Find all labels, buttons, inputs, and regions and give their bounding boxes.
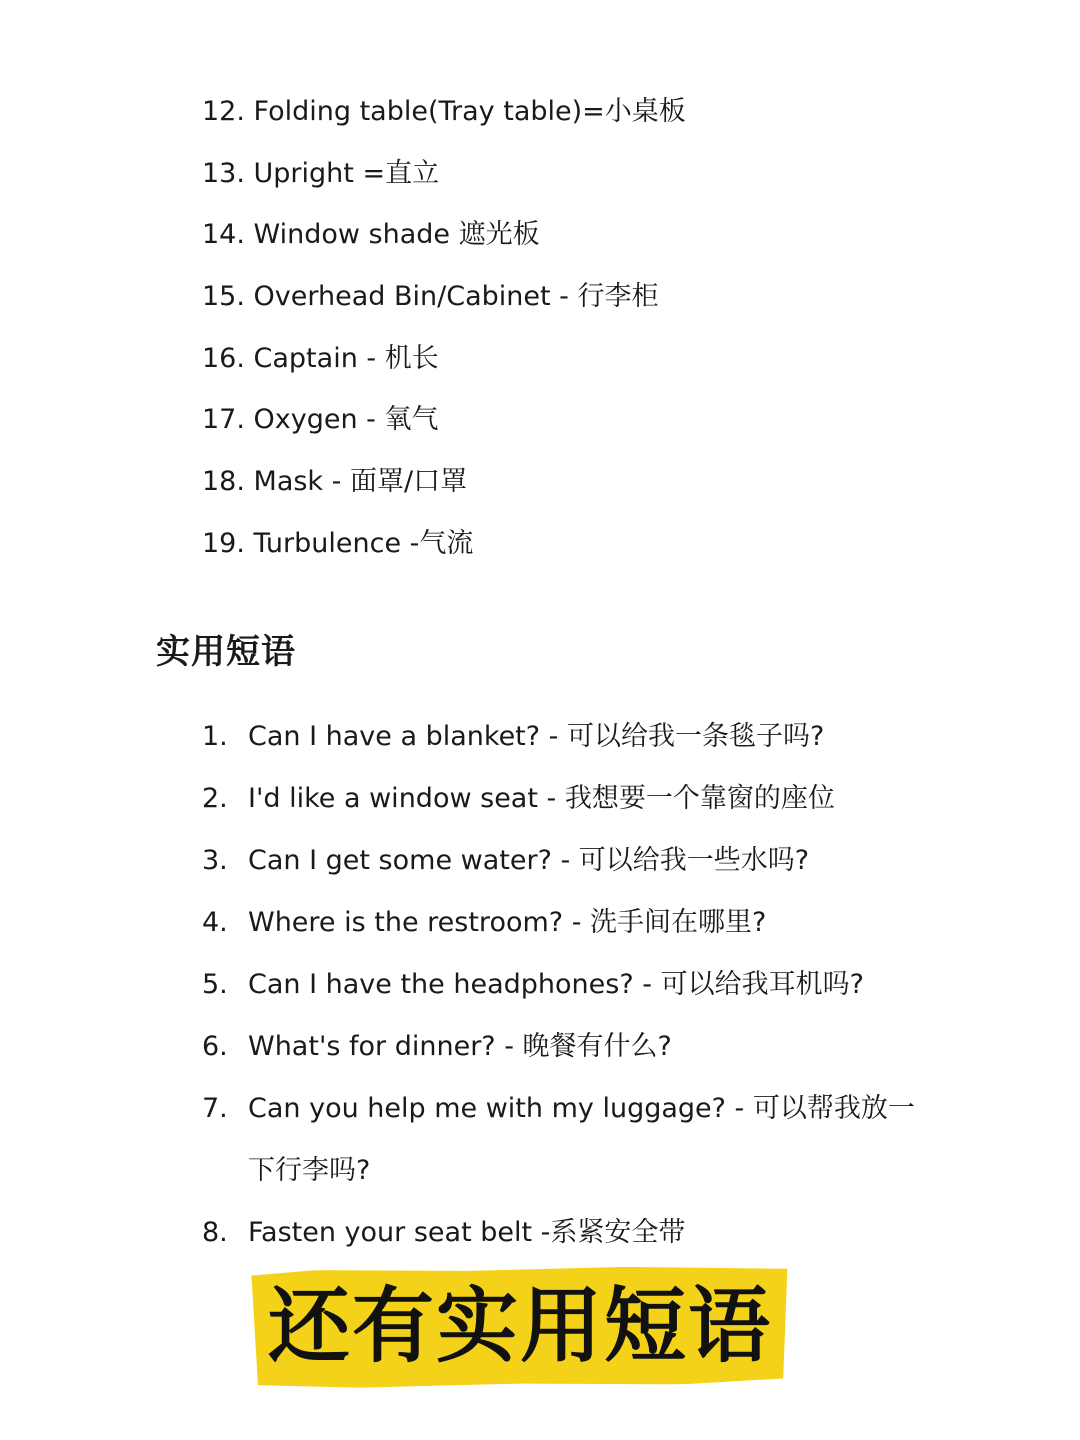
vocab-item: 16. Captain - 机长 (202, 342, 439, 374)
banner-title: 还有实用短语 (267, 1279, 772, 1374)
phrase-item (202, 706, 942, 768)
vocab-item: 14. Window shade 遮光板 (202, 219, 540, 251)
phrase-text: I'd like a window seat - 我想要一个靠窗的座位 (248, 783, 835, 814)
phrase-item (202, 1016, 942, 1078)
vocabulary-list (202, 92, 686, 586)
phrase-text: What's for dinner? - 晚餐有什么? (248, 1031, 672, 1062)
phrase-text: Where is the restroom? - 洗手间在哪里? (248, 907, 767, 938)
phrase-text: Can I have the headphones? - 可以给我耳机吗? (248, 969, 864, 1000)
phrase-item (202, 768, 942, 830)
phrase-number: 8. (202, 1217, 228, 1248)
phrase-text: Fasten your seat belt -系紧安全带 (248, 1217, 686, 1248)
phrase-item (202, 1202, 942, 1264)
vocab-item: 12. Folding table(Tray table)=小桌板 (202, 96, 686, 127)
phrase-number: 5. (202, 969, 228, 1000)
phrase-list (202, 706, 942, 1264)
phrase-item (202, 1078, 942, 1202)
phrase-text: Can I have a blanket? - 可以给我一条毯子吗? (248, 721, 825, 752)
section-heading: 实用短语 (156, 632, 296, 672)
vocab-item: 13. Upright =直立 (202, 157, 440, 189)
vocab-item: 15. Overhead Bin/Cabinet - 行李柜 (202, 281, 659, 313)
phrase-item (202, 892, 942, 954)
phrase-number: 4. (202, 907, 228, 938)
phrase-number: 1. (202, 721, 228, 752)
phrase-number: 3. (202, 845, 228, 876)
vocab-item: 17. Oxygen - 氧气 (202, 404, 439, 436)
phrase-item (202, 830, 942, 892)
phrase-item (202, 954, 942, 1016)
phrase-text: Can I get some water? - 可以给我一些水吗? (248, 845, 810, 876)
vocab-item: 19. Turbulence -气流 (202, 527, 474, 559)
phrase-text: Can you help me with my luggage? - 可以帮我放一下行李吗? (248, 1093, 915, 1186)
phrase-number: 2. (202, 783, 228, 814)
phrase-number: 6. (202, 1031, 228, 1062)
vocab-item: 18. Mask - 面罩/口罩 (202, 466, 468, 498)
phrase-number: 7. (202, 1093, 228, 1124)
